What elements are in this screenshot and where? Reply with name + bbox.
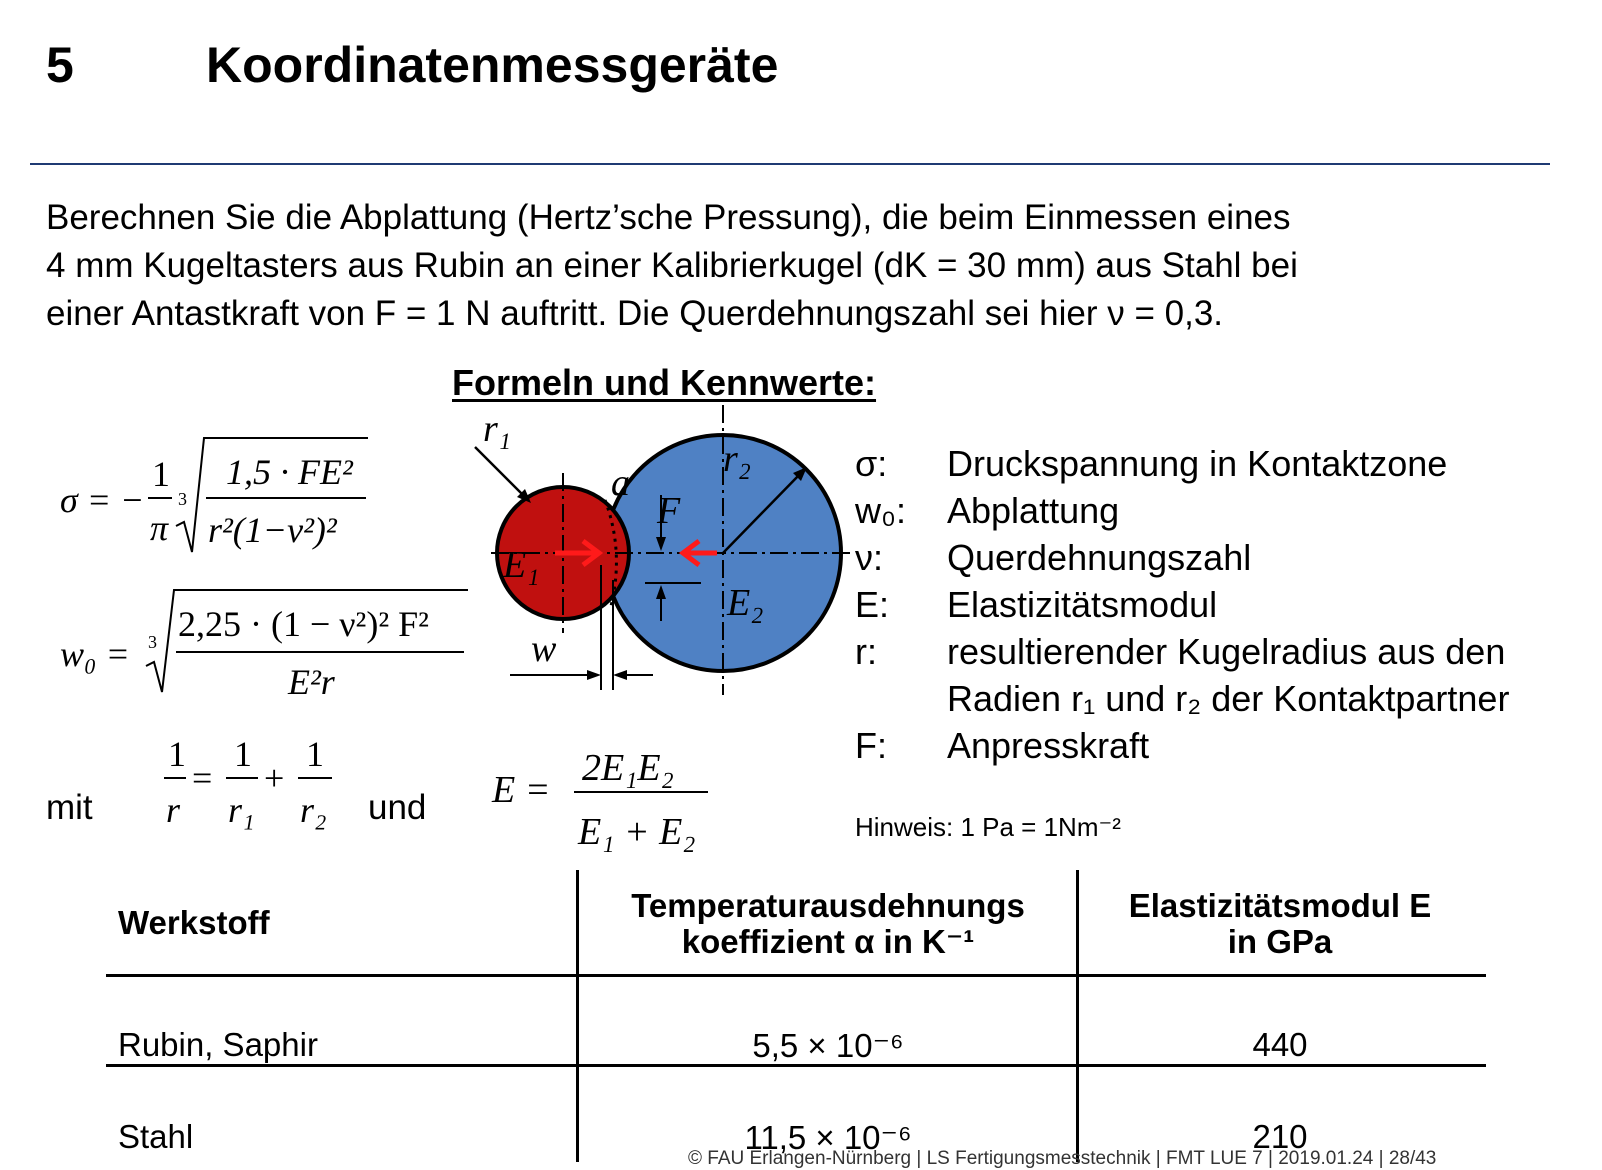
row-rubin-modulus: 440 [1252, 1026, 1308, 1063]
sigma-denominator: r²(1−ν²)² [208, 510, 337, 550]
w0-denominator: E²r [288, 662, 335, 702]
task-line-1: Berechnen Sie die Abplattung (Hertz’sche Pressung), die beim Einmessen eines [46, 198, 1291, 237]
header-modulus [1080, 888, 1480, 960]
r1-frac-num: 1 [234, 734, 252, 774]
legend-desc: Abplattung [947, 490, 1120, 531]
r1-frac-den: r₁ [228, 790, 255, 830]
e-denominator: E₁ + E₂ [578, 811, 696, 853]
header-alpha-line2: koeffizient α in K⁻¹ [681, 923, 975, 960]
legend-symbol: F: [855, 725, 887, 766]
header-alpha [580, 888, 1076, 960]
page-footer: © FAU Erlangen-Nürnberg | LS Fertigungsmesstechnik | FMT LUE 7 | 2019.01.24 | 28/43 [688, 1148, 1437, 1169]
label-E1: E₁ [503, 544, 540, 586]
table-header-rule [106, 974, 1486, 977]
label-E2: E₂ [727, 582, 764, 624]
section-heading: Formeln und Kennwerte: [452, 362, 877, 403]
row-rubin-alpha: 5,5 × 10⁻⁶ [752, 1027, 904, 1064]
contact-diagram [455, 405, 860, 705]
r2-frac-num: 1 [306, 734, 324, 774]
legend-desc: Anpresskraft [947, 725, 1150, 766]
legend-desc: Radien r₁ und r₂ der Kontaktpartner [947, 678, 1510, 719]
header-modulus-line1: Elastizitätsmodul E [1128, 887, 1432, 924]
unit-hint: Hinweis: 1 Pa = 1Nm⁻² [855, 812, 1121, 842]
row-stahl-alpha: 11,5 × 10⁻⁶ [744, 1119, 912, 1156]
task-line-2: 4 mm Kugeltasters aus Rubin an einer Kalibrierkugel (dK = 30 mm) aus Stahl bei [46, 246, 1298, 285]
w0-numerator: 2,25 · (1 − ν²)² F² [178, 604, 429, 644]
header-werkstoff: Werkstoff [118, 904, 270, 941]
sigma-lhs: σ = − [60, 480, 145, 520]
sigma-one: 1 [152, 454, 170, 494]
r-equals: = [192, 758, 213, 798]
header-modulus-line2: in GPa [1227, 923, 1333, 960]
legend-desc: resultierender Kugelradius aus den [947, 631, 1506, 672]
r-frac-num: 1 [168, 734, 186, 774]
label-w: w [531, 628, 557, 670]
page-title: Koordinatenmessgeräte [206, 37, 779, 93]
label-F: F [657, 490, 681, 532]
table-col-divider-1 [576, 870, 579, 1162]
r-plus: + [264, 758, 285, 798]
legend-symbol: ν: [855, 537, 884, 578]
sigma-pi: π [150, 508, 169, 548]
chapter-number: 5 [46, 37, 74, 93]
e-lhs: E = [492, 769, 551, 811]
mit-word: mit [46, 788, 93, 827]
legend-symbol: E: [855, 584, 890, 625]
row-stahl-material: Stahl [118, 1118, 194, 1155]
r1-arrow [475, 447, 525, 497]
label-r2: r₂ [723, 438, 751, 480]
w0-lhs: w₀ = [60, 634, 130, 674]
w0-root-index: 3 [148, 632, 157, 652]
task-line-3: einer Antastkraft von F = 1 N auftritt. Die Querdehnungszahl sei hier ν = 0,3. [46, 294, 1224, 333]
row-stahl-modulus: 210 [1252, 1118, 1308, 1155]
modulus-formula [486, 740, 716, 860]
r2-frac-den: r₂ [300, 790, 327, 830]
title-divider [30, 163, 1550, 165]
legend-desc: Querdehnungszahl [947, 537, 1252, 578]
legend-desc: Elastizitätsmodul [947, 584, 1218, 625]
e-numerator: 2E₁E₂ [582, 747, 674, 789]
header-alpha-line1: Temperaturausdehnungs [631, 887, 1025, 924]
sigma-root-index: 3 [178, 489, 187, 509]
legend-symbol: r: [855, 631, 877, 672]
legend-symbol: w₀: [855, 490, 906, 531]
legend-symbol: σ: [855, 443, 888, 484]
label-a: a [611, 462, 630, 504]
legend-desc: Druckspannung in Kontaktzone [947, 443, 1448, 484]
und-word: und [368, 788, 427, 827]
task-text [46, 194, 1546, 338]
row-rubin-material: Rubin, Saphir [118, 1026, 318, 1063]
sigma-numerator: 1,5 · FE² [226, 452, 353, 492]
label-r1: r₁ [483, 408, 511, 450]
r-frac-den: r [166, 790, 181, 830]
table-col-divider-2 [1076, 870, 1079, 1162]
material-table [106, 870, 1486, 1162]
